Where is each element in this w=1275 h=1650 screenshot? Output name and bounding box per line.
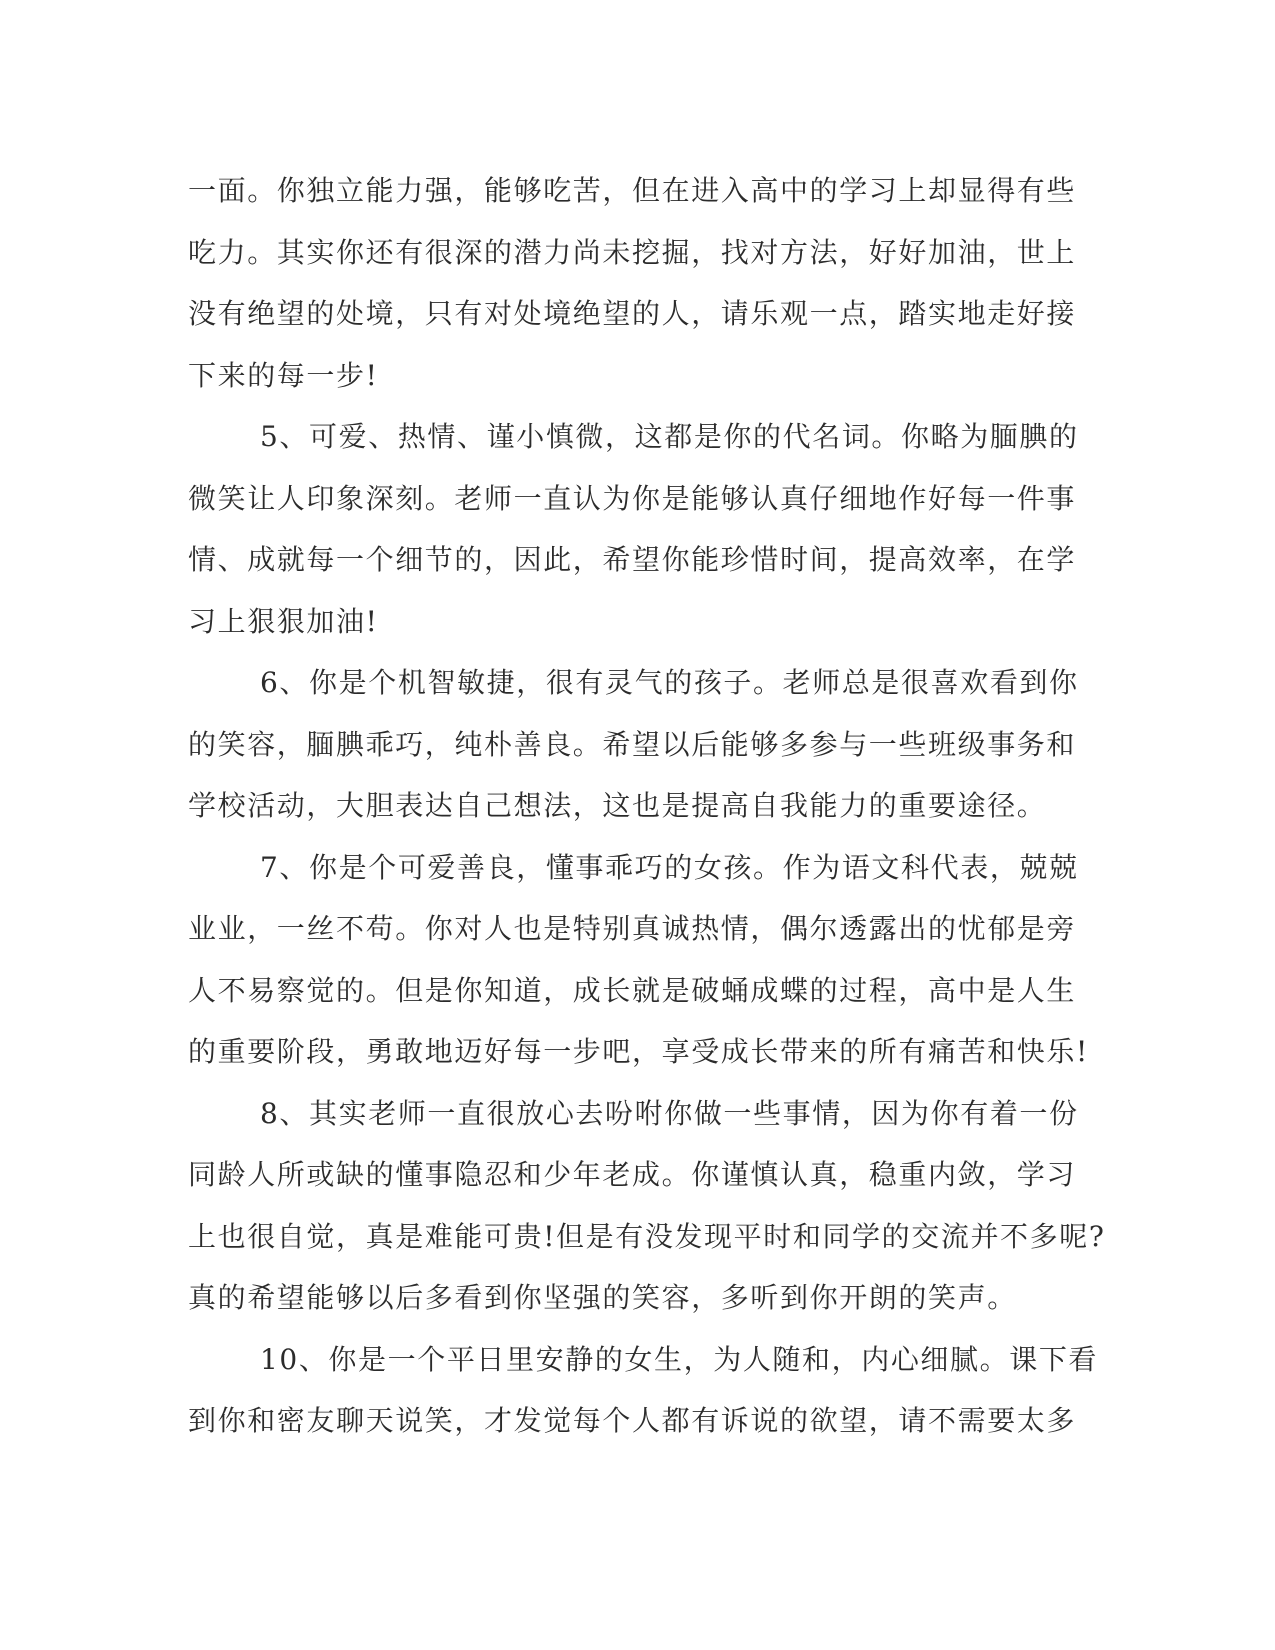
- paragraph-start-line: 5、可爱、热情、谨小慎微，这都是你的代名词。你略为腼腆的: [260, 420, 1079, 453]
- paragraph-start-line: 8、其实老师一直很放心去吩咐你做一些事情，因为你有着一份: [260, 1096, 1079, 1130]
- text-line: 没有绝望的处境，只有对处境绝望的人，请乐观一点，踏实地走好接: [188, 297, 1077, 330]
- text-line: 微笑让人印象深刻。老师一直认为你是能够认真仔细地作好每一件事: [188, 481, 1077, 515]
- text-line: 同龄人所或缺的懂事隐忍和少年老成。你谨慎认真，稳重内敛，学习: [188, 1158, 1077, 1191]
- text-line: 的笑容，腼腆乖巧，纯朴善良。希望以后能够多参与一些班级事务和: [188, 727, 1077, 761]
- text-line: 到你和密友聊天说笑，才发觉每个人都有诉说的欲望，请不需要太多: [188, 1404, 1077, 1437]
- text-line: 上也很自觉，真是难能可贵!但是有没发现平时和同学的交流并不多呢?: [188, 1219, 1106, 1253]
- text-line: 吃力。其实你还有很深的潜力尚未挖掘，找对方法，好好加油，世上: [188, 235, 1077, 269]
- text-line: 习上狠狠加油!: [188, 604, 379, 638]
- text-line: 真的希望能够以后多看到你坚强的笑容，多听到你开朗的笑声。: [188, 1281, 1017, 1314]
- text-line: 下来的每一步!: [188, 358, 379, 392]
- text-line: 一面。你独立能力强，能够吃苦，但在进入高中的学习上却显得有些: [188, 174, 1077, 207]
- document-body: [188, 160, 1106, 1452]
- text-line: 情、成就每一个细节的，因此，希望你能珍惜时间，提高效率，在学: [188, 543, 1077, 576]
- text-line: 学校活动，大胆表达自己想法，这也是提高自我能力的重要途径。: [188, 789, 1047, 822]
- paragraph-start-line: 7、你是个可爱善良，懂事乖巧的女孩。作为语文科代表，兢兢: [260, 850, 1079, 884]
- text-line: 的重要阶段，勇敢地迈好每一步吧，享受成长带来的所有痛苦和快乐!: [188, 1035, 1089, 1068]
- paragraph-start-line: 6、你是个机智敏捷，很有灵气的孩子。老师总是很喜欢看到你: [260, 666, 1079, 699]
- text-line: 业业，一丝不苟。你对人也是特别真诚热情，偶尔透露出的忧郁是旁: [188, 912, 1077, 945]
- paragraph-start-line: 10、你是一个平日里安静的女生，为人随和，内心细腻。课下看: [260, 1342, 1099, 1376]
- text-line: 人不易察觉的。但是你知道，成长就是破蛹成蝶的过程，高中是人生: [188, 973, 1077, 1007]
